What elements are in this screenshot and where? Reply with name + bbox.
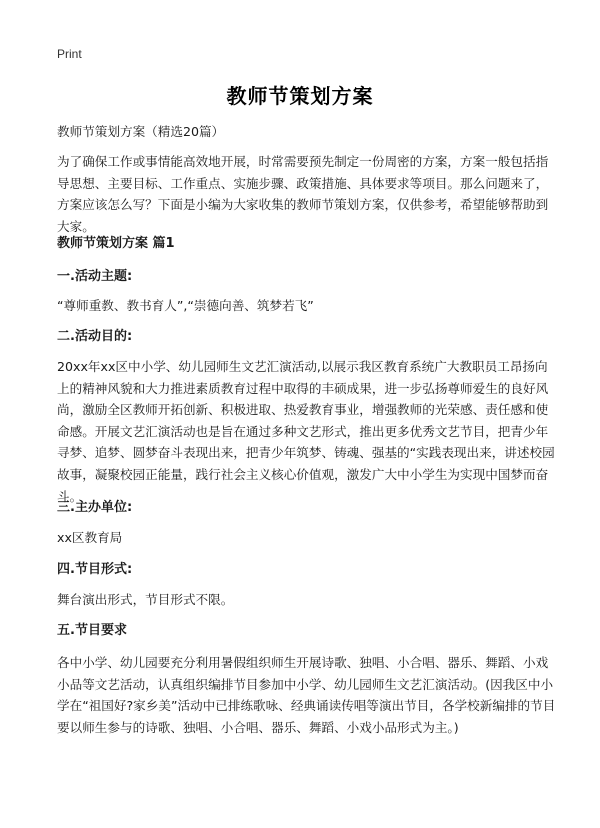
paragraph-requirements: 各中小学、幼儿园要充分利用暑假组织师生开展诗歌、独唱、小合唱、器乐、舞蹈、小戏小品等文艺活动，认真组织编排节目参加中小学、幼儿园师生文艺汇演活动。(因我区中小学在“祖国好?家乡美”活动中已排练歌咏、经典诵读传唱等演出节目，各学校新编排的节目要以师生参与的诗歌、独唱、小合唱、器乐、舞蹈、小戏小品形式为主。) xyxy=(57,655,556,735)
heading-requirements: 五.节目要求 xyxy=(57,623,127,638)
heading-purpose: 二.活动目的: xyxy=(57,329,133,344)
heading-theme: 一.活动主题: xyxy=(57,269,133,284)
document-title: 教师节策划方案 xyxy=(226,84,374,108)
heading-format: 四.节目形式: xyxy=(57,562,133,577)
intro-paragraph: 为了确保工作或事情能高效地开展，时常需要预先制定一份周密的方案，方案一般包括指导思想、主要目标、工作重点、实施步骤、政策措施、具体要求等项目。那么问题来了，方案应该怎么写？下面是小编为大家收集的教师节策划方案，仅供参考，希望能够帮助到大家。 xyxy=(57,154,549,234)
paragraph-format: 舞台演出形式，节目形式不限。 xyxy=(57,592,234,607)
heading-organizer: 三.主办单位: xyxy=(57,500,133,515)
section-title: 教师节策划方案 篇1 xyxy=(57,236,175,251)
print-link[interactable]: Print xyxy=(57,47,82,61)
paragraph-theme: “尊师重教、教书育人”,“崇德向善、筑梦若飞” xyxy=(57,298,314,313)
paragraph-organizer: xx区教育局 xyxy=(57,530,123,545)
paragraph-purpose: 20xx年xx区中小学、幼儿园师生文艺汇演活动,以展示我区教育系统广大教职员工昂扬向上的精神风貌和大力推进素质教育过程中取得的丰硕成果，进一步弘扬尊师爱生的良好风尚，激励全区教师开拓创新、积极进取、热爱教育事业，增强教师的光荣感、责任感和使命感。开展文艺汇演活动也是旨在通过多种文艺形式，推出更多优秀文艺节目，把青少年寻梦、追梦、圆梦奋斗表现出来，把青少年筑梦、铸魂、强基的“实践表现出来，讲述校园故事，凝聚校园正能量，践行社会主义核心价值观，激发广大中小学生为实现中国梦而奋斗。 xyxy=(57,359,555,504)
document-subtitle: 教师节策划方案（精选20篇） xyxy=(57,124,225,139)
